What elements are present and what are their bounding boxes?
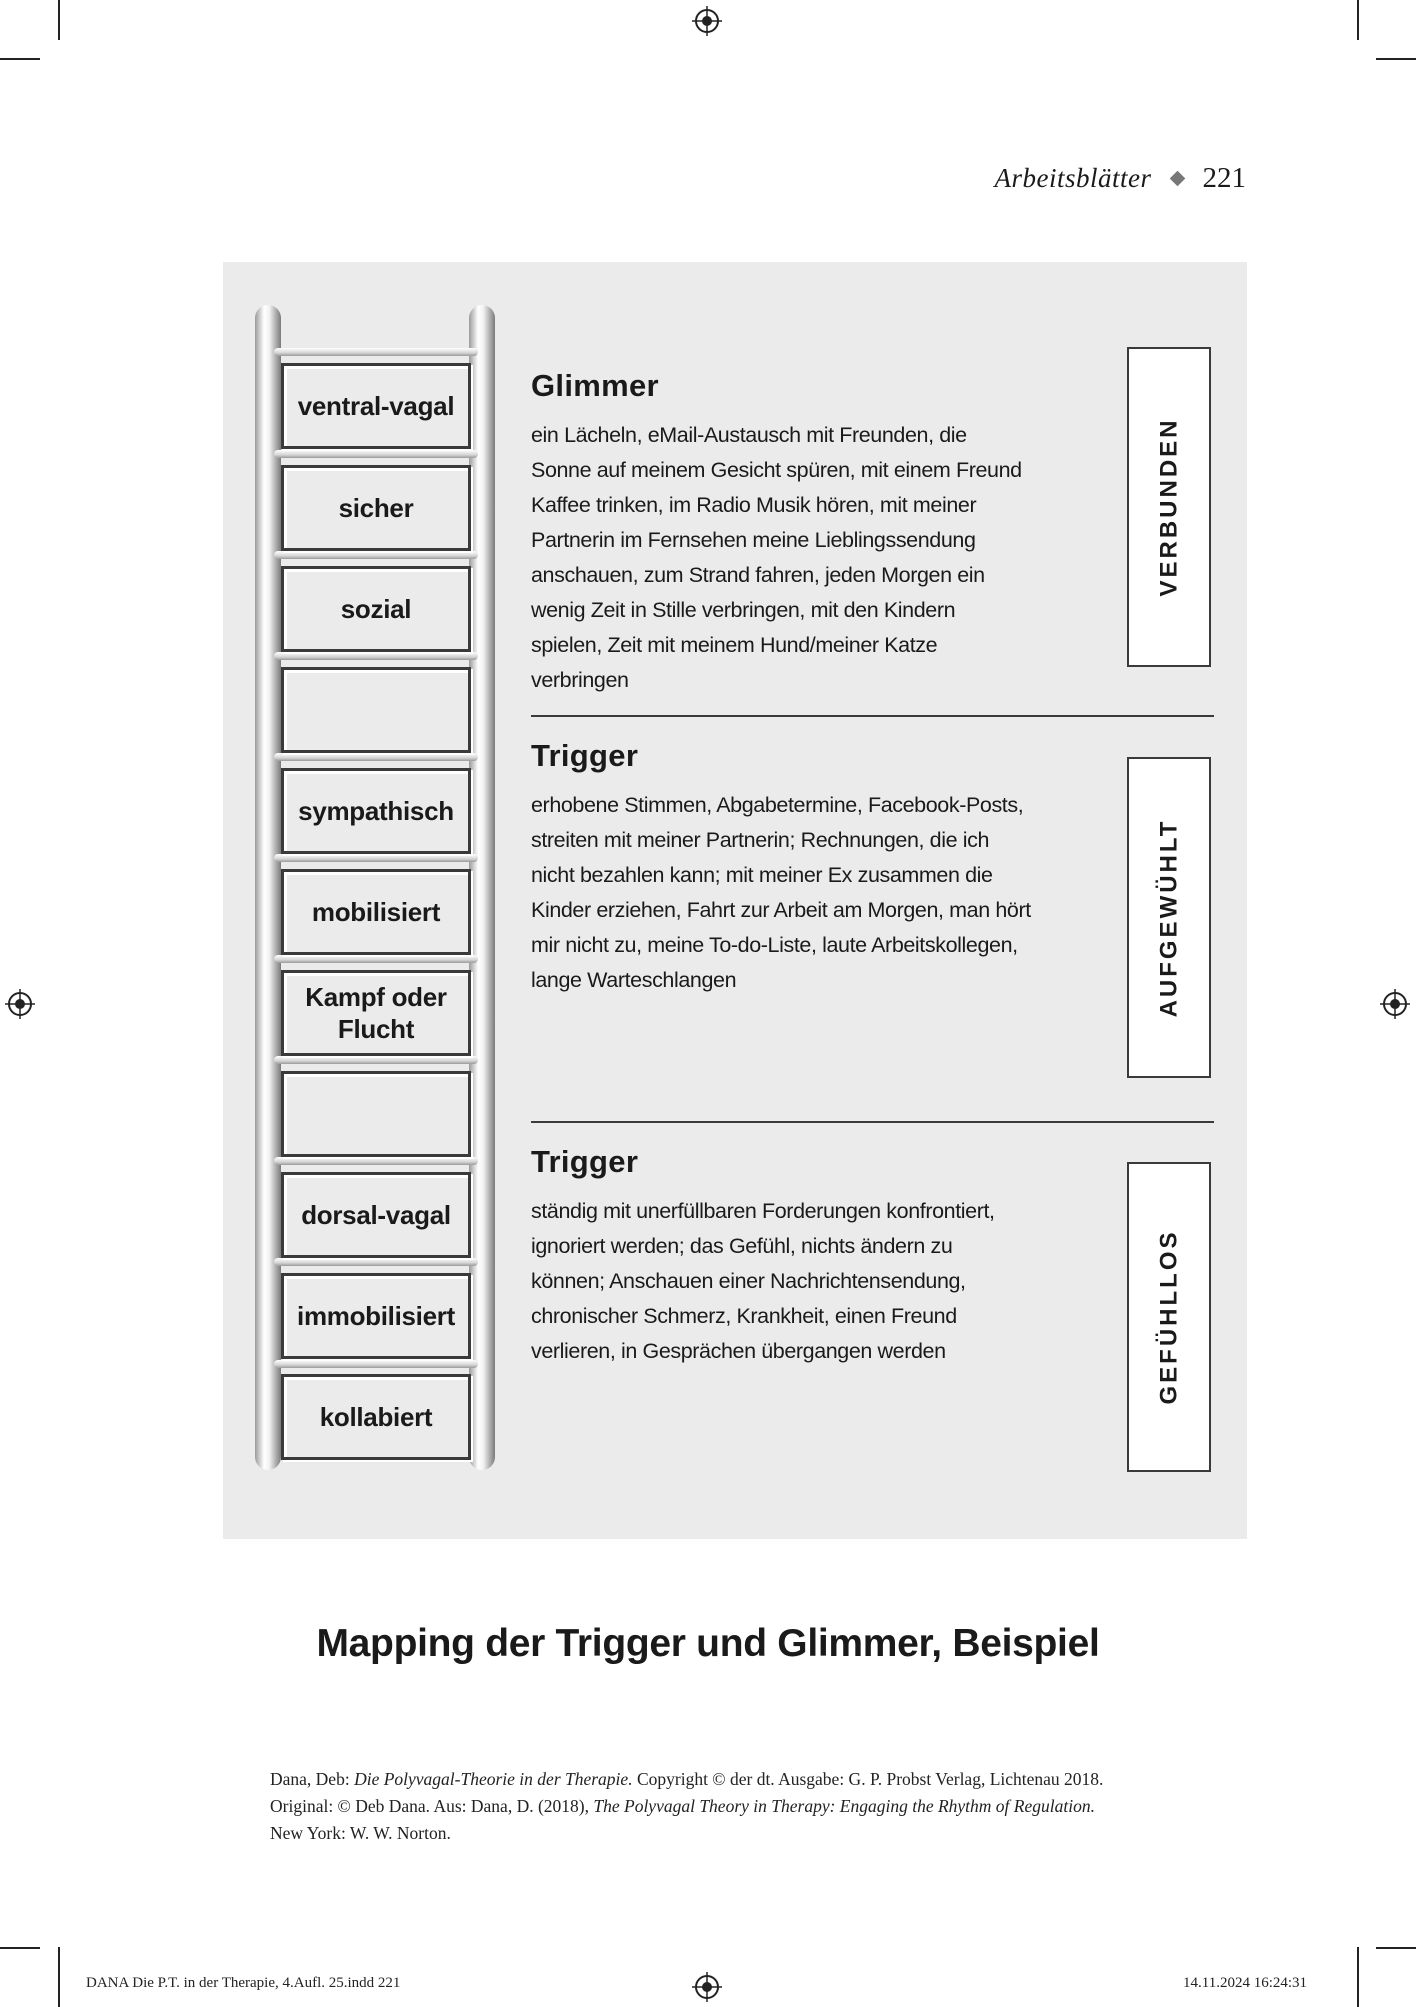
crop-mark — [0, 1947, 40, 1949]
credit-note — [270, 1766, 1230, 1847]
state-label: VERBUNDEN — [1155, 417, 1183, 597]
ladder-rung — [274, 1157, 478, 1165]
section-trigger-1 — [531, 738, 1031, 998]
ladder-rung — [274, 753, 478, 761]
ladder-box-kollabiert: kollabiert — [281, 1374, 471, 1460]
section-text: ein Lächeln, eMail-Austausch mit Freunden, die Sonne auf meinem Gesicht spüren, mit einem Freund Kaffee trinken, im Radio Musik hören, mit meiner Partnerin im Fernsehen meine Lieblingssendung anschauen, zum Strand fahren, jeden Morgen ein wenig Zeit in Stille verbringen, mit den Kindern spielen, Zeit mit meinem Hund/meiner Katze verbringen — [531, 423, 1022, 692]
ladder-box-sicher: sicher — [281, 465, 471, 551]
ladder-box-sympathisch: sympathisch — [281, 768, 471, 854]
running-head-title: Arbeitsblätter — [994, 163, 1152, 193]
slug-left: DANA Die P.T. in der Therapie, 4.Aufl. 25.indd 221 — [86, 1975, 401, 1991]
section-divider — [531, 715, 1214, 717]
state-label: AUFGEWÜHLT — [1155, 818, 1183, 1017]
figure-caption: Mapping der Trigger und Glimmer, Beispiel — [316, 1622, 1100, 1665]
ladder-box-empty — [281, 667, 471, 753]
ladder-box-ventral-vagal: ventral-vagal — [281, 363, 471, 449]
section-text: erhobene Stimmen, Abgabetermine, Facebook-Posts, streiten mit meiner Partnerin; Rechnungen, die ich nicht bezahlen kann; mit meiner Ex zusammen die Kinder erziehen, Fahrt zur Arbeit am Morgen, man hört mir nicht zu, meine To-do-Liste, laute Arbeitskollegen, lange Warteschlangen — [531, 793, 1031, 992]
ladder-rung — [274, 450, 478, 458]
credit-line — [270, 1793, 1230, 1820]
state-label: GEFÜHLLOS — [1155, 1229, 1182, 1405]
section-glimmer — [531, 368, 1031, 698]
crop-mark — [58, 0, 60, 40]
crop-mark — [0, 58, 40, 60]
ladder-box-immobilisiert: immobilisiert — [281, 1273, 471, 1359]
section-text: ständig mit unerfüllbaren Forderungen konfrontiert, ignoriert werden; das Gefühl, nichts ändern zu können; Anschauen einer Nachrichtensendung, chronischer Schmerz, Krankheit, einen Freund verlieren, in Gesprächen übergangen werden — [531, 1199, 995, 1363]
credit-title-italic: The Polyvagal Theory in Therapy: Engaging the Rhythm of Regulation. — [593, 1796, 1095, 1816]
registration-mark-icon — [692, 6, 722, 36]
ladder-rail-left — [255, 305, 281, 1470]
section-heading: Trigger — [531, 738, 639, 773]
crop-mark — [58, 1947, 60, 2007]
credit-line — [270, 1766, 1230, 1793]
ladder-rail-right — [469, 305, 495, 1470]
section-heading: Trigger — [531, 1144, 639, 1179]
ladder-box-sozial: sozial — [281, 566, 471, 652]
ladder-rung — [274, 348, 478, 356]
page-number: 221 — [1202, 162, 1246, 194]
running-head — [995, 162, 1247, 195]
state-label-box — [1127, 757, 1211, 1078]
credit-title-italic: Die Polyvagal-Theorie in der Therapie. — [354, 1769, 633, 1789]
ladder-rung — [274, 1360, 478, 1368]
ladder-rung — [274, 652, 478, 660]
ladder-rung — [274, 955, 478, 963]
diamond-icon — [1169, 171, 1185, 187]
state-label-box — [1127, 347, 1211, 667]
crop-mark — [1357, 1947, 1359, 2007]
registration-mark-icon — [692, 1972, 722, 2002]
ladder-box-mobilisiert: mobilisiert — [281, 869, 471, 955]
section-heading: Glimmer — [531, 368, 659, 403]
registration-mark-icon — [1380, 989, 1410, 1019]
credit-text: Copyright © der dt. Ausgabe: G. P. Probst Verlag, Lichtenau 2018. — [632, 1769, 1104, 1789]
ladder-rung — [274, 1056, 478, 1064]
ladder-rung — [274, 854, 478, 862]
section-divider — [531, 1121, 1214, 1123]
crop-mark — [1357, 0, 1359, 40]
ladder-rung — [274, 1258, 478, 1266]
ladder-box-kampf-oder-flucht: Kampf oder Flucht — [281, 970, 471, 1056]
section-trigger-2 — [531, 1144, 1031, 1369]
ladder-box-empty — [281, 1071, 471, 1157]
crop-mark — [1376, 58, 1416, 60]
credit-line: New York: W. W. Norton. — [270, 1823, 451, 1843]
credit-text: Dana, Deb: — [270, 1769, 355, 1789]
credit-text: Original: © Deb Dana. Aus: Dana, D. (2018), — [270, 1796, 594, 1816]
crop-mark — [1376, 1947, 1416, 1949]
ladder-box-dorsal-vagal: dorsal-vagal — [281, 1172, 471, 1258]
registration-mark-icon — [5, 989, 35, 1019]
slug-right: 14.11.2024 16:24:31 — [1183, 1975, 1308, 1991]
state-label-box — [1127, 1162, 1211, 1472]
ladder-rung — [274, 551, 478, 559]
